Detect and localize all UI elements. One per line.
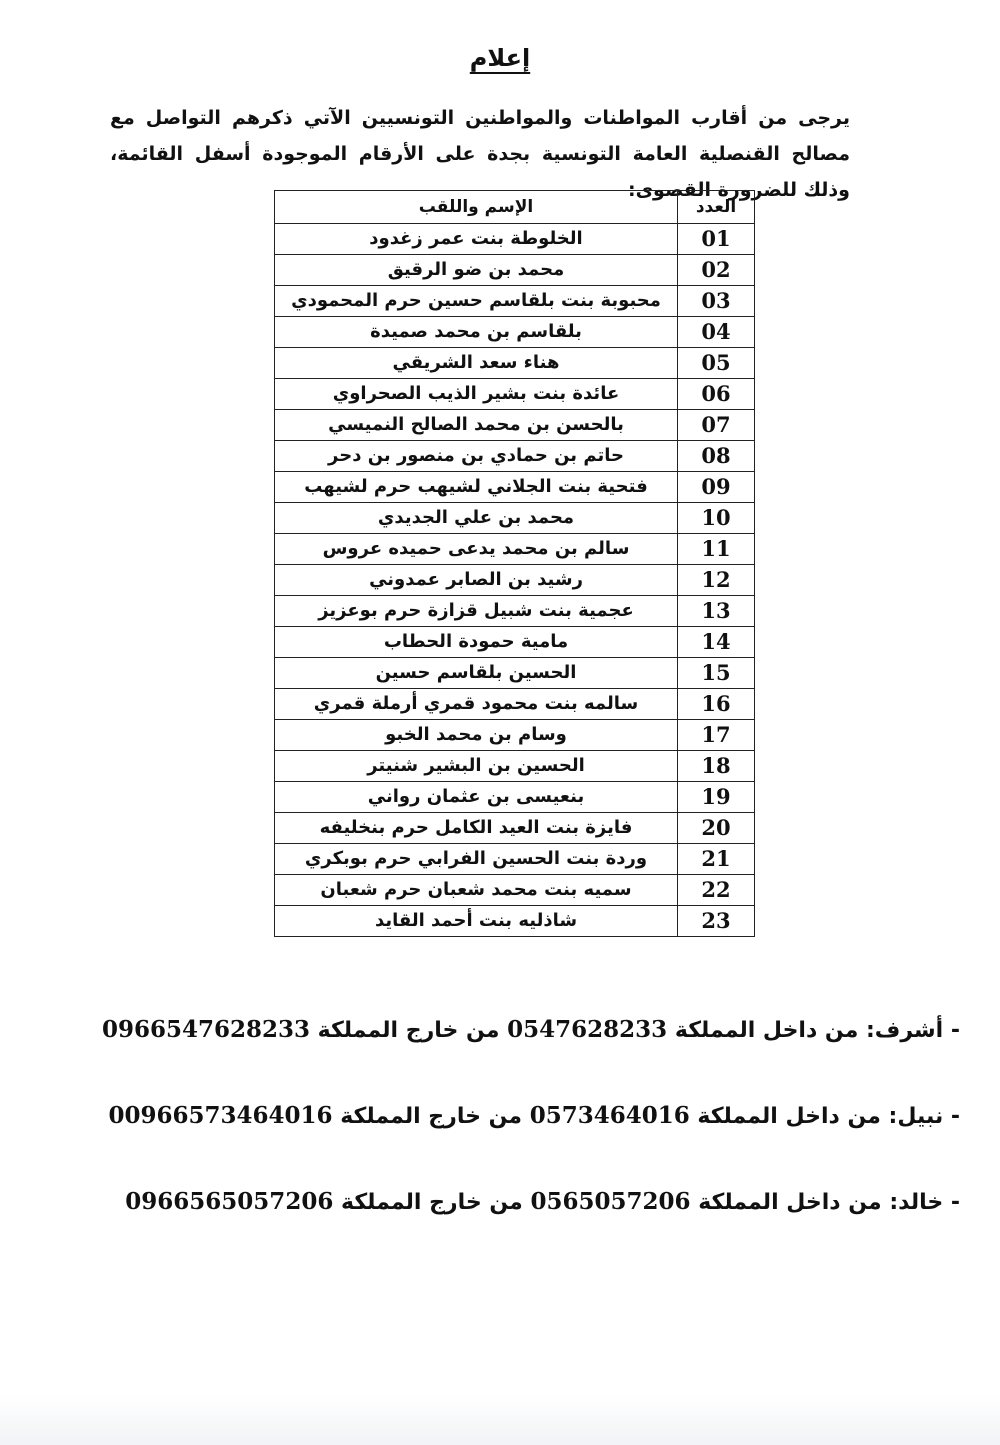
table-row [275,627,755,658]
table-row [275,379,755,410]
contact-prefix: - نبيل: من داخل المملكة [697,1104,960,1129]
row-name: وردة بنت الحسين الفرابي حرم بوبكري [275,844,678,875]
row-name: بالحسن بن محمد الصالح النميسي [275,410,678,441]
table-row [275,782,755,813]
row-number: 11 [678,534,755,565]
table-row [275,720,755,751]
row-name: فايزة بنت العيد الكامل حرم بنخليفه [275,813,678,844]
table-row [275,906,755,937]
names-table-body [275,224,755,937]
row-name: سميه بنت محمد شعبان حرم شعبان [275,875,678,906]
table-row [275,317,755,348]
row-name: سالم بن محمد يدعى حميده عروس [275,534,678,565]
inside-phone-number: 0573464016 [529,1102,690,1129]
table-row [275,224,755,255]
inside-phone-number: 0547628233 [507,1016,668,1043]
table-row [275,844,755,875]
table-row [275,441,755,472]
row-name: مامية حمودة الحطاب [275,627,678,658]
table-row [275,255,755,286]
row-number: 08 [678,441,755,472]
row-name: فتحية بنت الجلاني لشيهب حرم لشيهب [275,472,678,503]
row-name: شاذليه بنت أحمد القايد [275,906,678,937]
contact-line-nabil [108,1096,960,1182]
row-name: محمد بن علي الجديدي [275,503,678,534]
row-name: عجمية بنت شبيل قزازة حرم بوعزيز [275,596,678,627]
row-number: 10 [678,503,755,534]
outside-label: من خارج المملكة [340,1104,523,1129]
row-number: 02 [678,255,755,286]
contact-prefix: - أشرف: من داخل المملكة [674,1018,960,1043]
page-title [0,44,1000,72]
outside-phone-number: 00966573464016 [108,1102,333,1129]
table-row [275,813,755,844]
page-footer-band [0,1395,1000,1445]
row-name: الحسين بلقاسم حسين [275,658,678,689]
row-number: 20 [678,813,755,844]
row-name: الخلوطة بنت عمر زغدود [275,224,678,255]
names-table [274,190,755,937]
row-number: 04 [678,317,755,348]
row-name: بلقاسم بن محمد صميدة [275,317,678,348]
row-name: رشيد بن الصابر عمدوني [275,565,678,596]
row-name: حاتم بن حمادي بن منصور بن دحر [275,441,678,472]
row-number: 19 [678,782,755,813]
row-number: 12 [678,565,755,596]
table-row [275,689,755,720]
table-row [275,565,755,596]
row-number: 14 [678,627,755,658]
table-row [275,658,755,689]
intro-paragraph: يرجى من أقارب المواطنات والمواطنين التونسيين الآتي ذكرهم التواصل مع مصالح القنصلية العامة التونسية بجدة على الأرقام الموجودة أسفل القائمة، وذلك للضرورة القصوى: [110,107,850,201]
row-number: 17 [678,720,755,751]
inside-phone-number: 0565057206 [530,1188,691,1215]
table-header-row [275,191,755,224]
contact-line-khaled [125,1182,960,1268]
row-number: 15 [678,658,755,689]
outside-label: من خارج المملكة [341,1190,523,1215]
outside-phone-number: 0966565057206 [125,1188,334,1215]
table-row [275,596,755,627]
row-number: 22 [678,875,755,906]
row-name: محبوبة بنت بلقاسم حسين حرم المحمودي [275,286,678,317]
row-number: 13 [678,596,755,627]
row-name: الحسين بن البشير شنيتر [275,751,678,782]
contact-prefix: - خالد: من داخل المملكة [698,1190,960,1215]
table-row [275,503,755,534]
row-name: سالمه بنت محمود قمري أرملة قمري [275,689,678,720]
row-name: بنعيسى بن عثمان رواني [275,782,678,813]
table-row [275,534,755,565]
name-column-header: الإسم واللقب [275,191,678,224]
outside-phone-number: 0966547628233 [101,1016,310,1043]
row-name: عائدة بنت بشير الذيب الصحراوي [275,379,678,410]
title-text: إعلام [469,44,531,72]
table-row [275,348,755,379]
row-number: 05 [678,348,755,379]
row-number: 21 [678,844,755,875]
row-name: هناء سعد الشريقي [275,348,678,379]
number-column-header: العدد [678,191,755,224]
row-name: وسام بن محمد الخبو [275,720,678,751]
row-number: 16 [678,689,755,720]
row-number: 09 [678,472,755,503]
table-row [275,410,755,441]
row-number: 23 [678,906,755,937]
table-row [275,751,755,782]
row-number: 07 [678,410,755,441]
row-name: محمد بن ضو الرقيق [275,255,678,286]
contact-line-ashraf [101,1010,960,1096]
table-row [275,472,755,503]
row-number: 03 [678,286,755,317]
table-row [275,286,755,317]
contacts-list [101,1010,960,1268]
outside-label: من خارج المملكة [317,1018,500,1043]
row-number: 18 [678,751,755,782]
row-number: 06 [678,379,755,410]
table-row [275,875,755,906]
row-number: 01 [678,224,755,255]
